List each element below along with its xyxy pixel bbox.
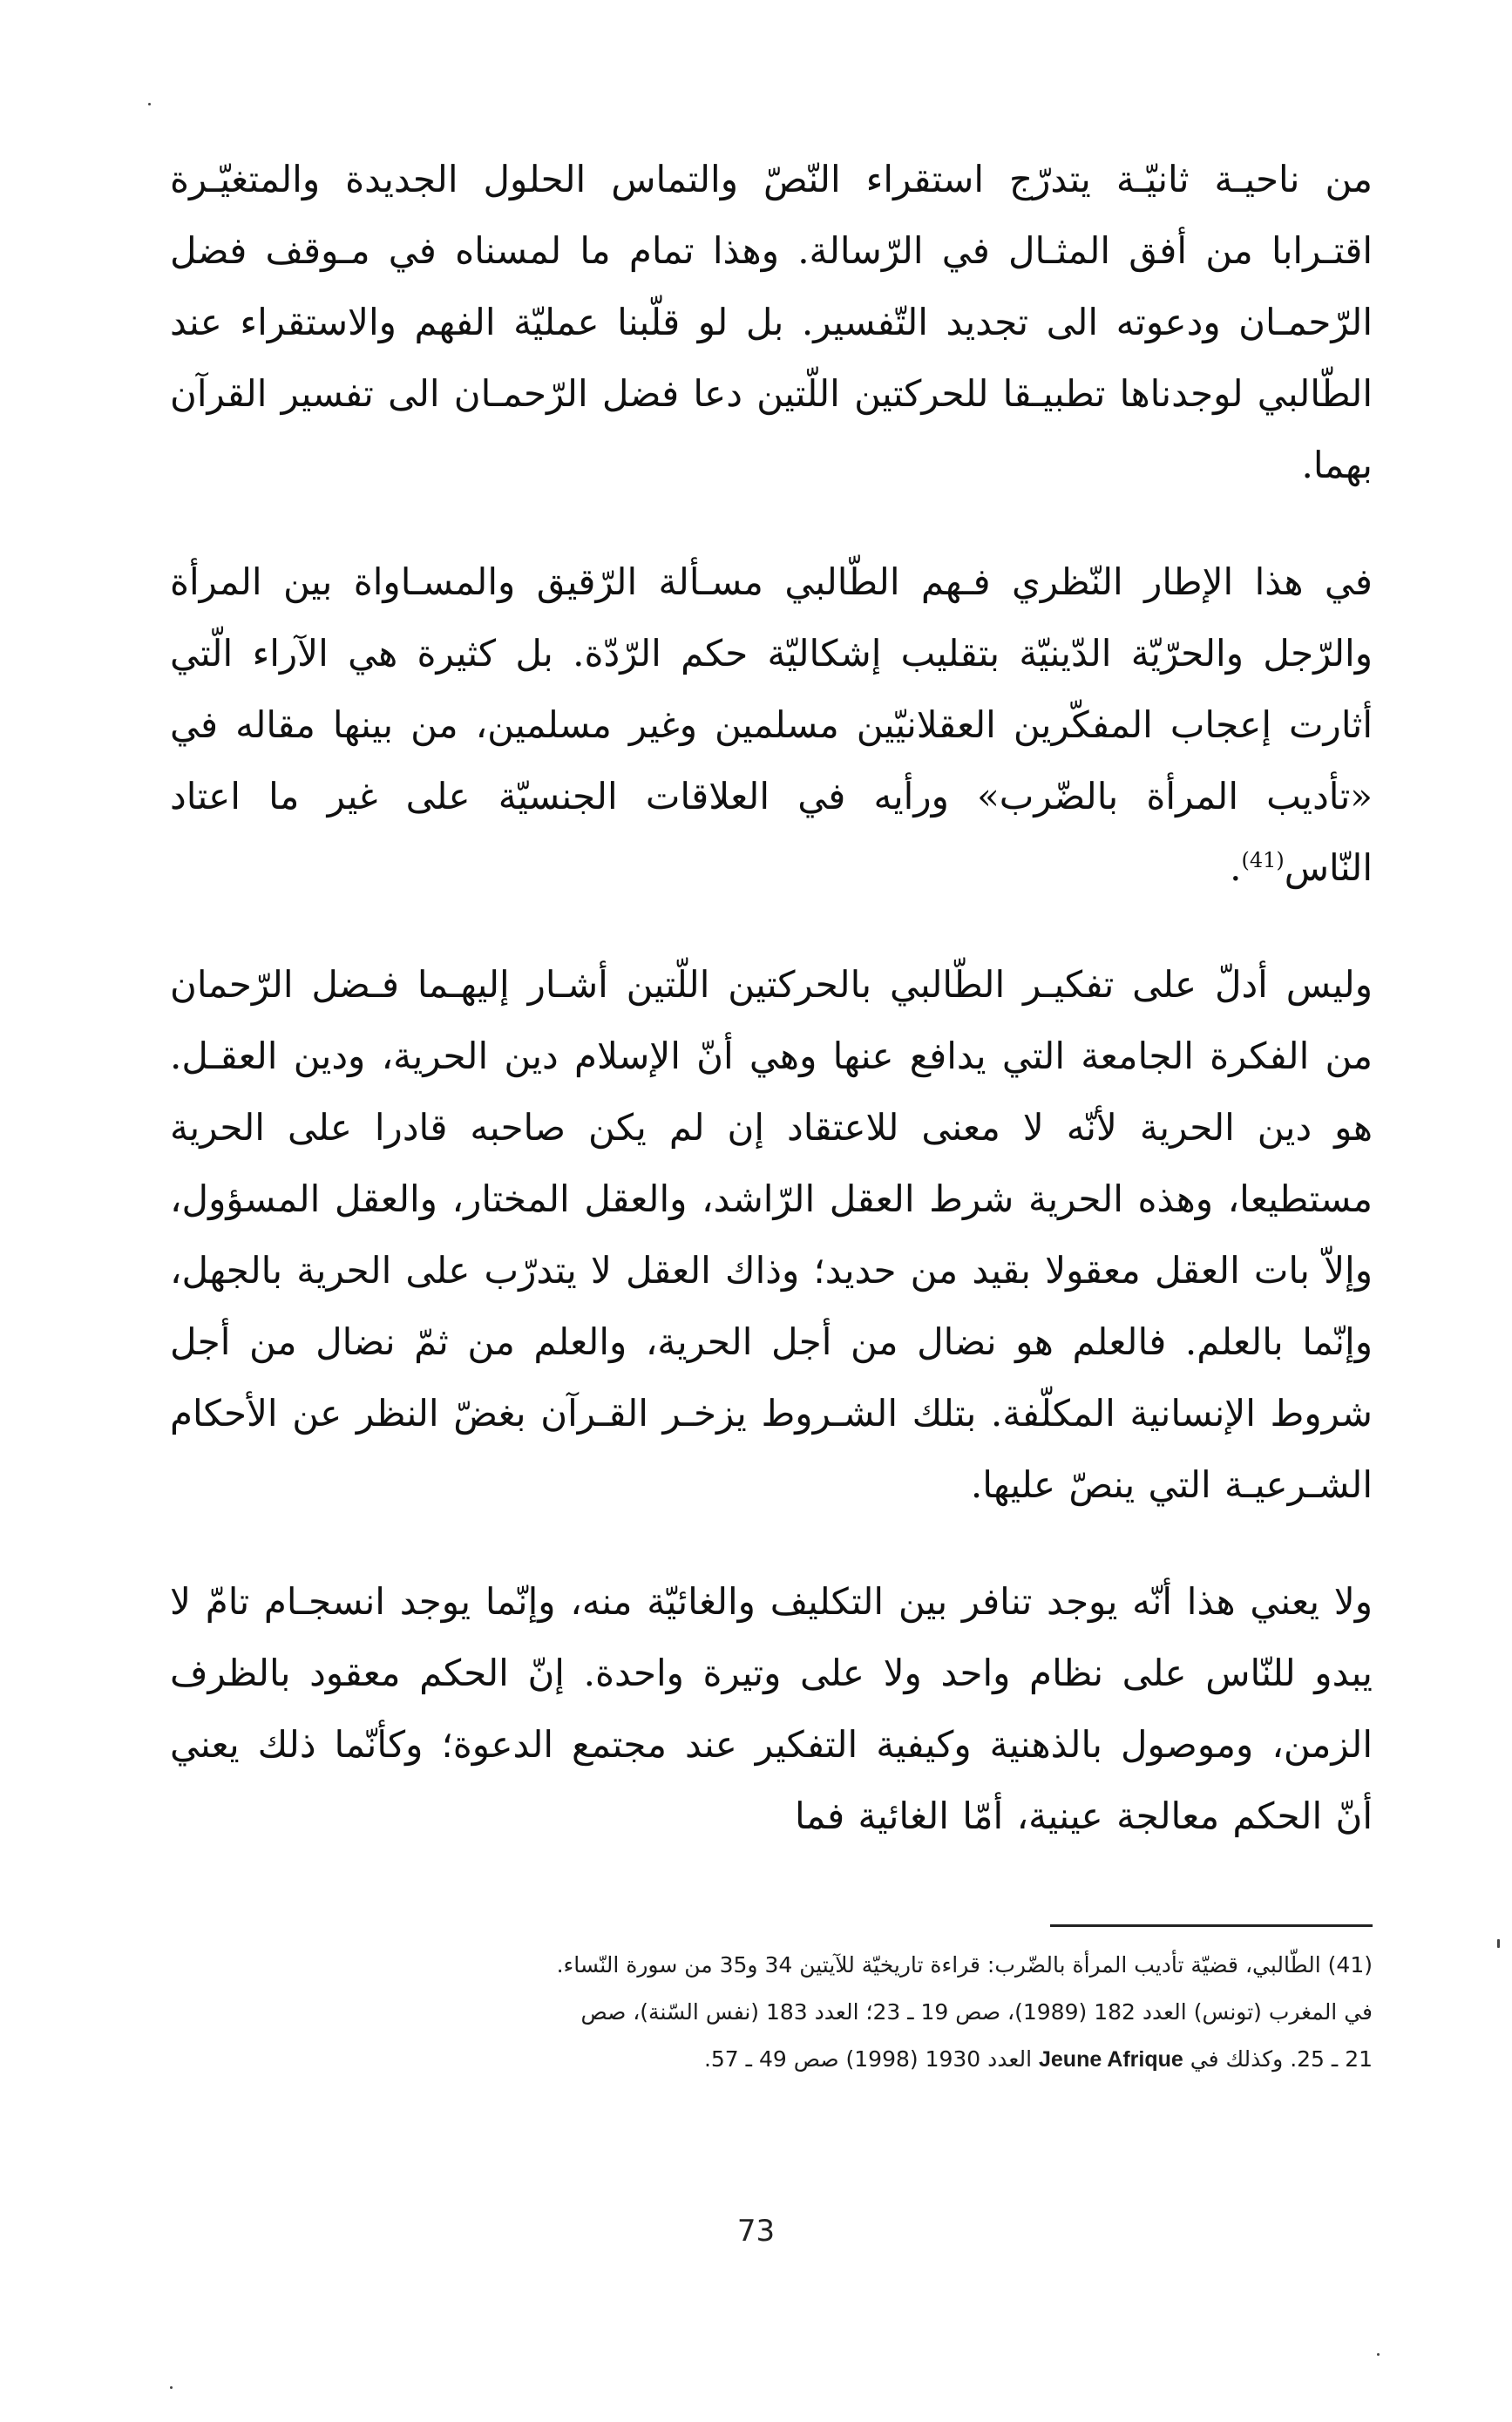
paragraph-2-tail: . [1230, 846, 1242, 889]
paragraph-4 [170, 1566, 1373, 1852]
footnotes [170, 1942, 1373, 2083]
footnote-line-3-start: 21 ـ 25. وكذلك في [1190, 2046, 1373, 2072]
paragraph-1-text: من ناحيـة ثانيّـة يتدرّج استقراء النّصّ والتماس الحلول الجديدة والمتغيّـرة اقتـرابا من أفق المثـال في الرّسالة. وهذا تمام ما لمسناه في مـوقف فضل الرّحمـان ودعوته الى تجديد التّفسير. بل لو قلّبنا عمليّة الفهم والاستقراء عند الطّالبي لوجدناها تطبيـقا للحركتين اللّتين دعا فضل الرّحمـان الى تفسير القرآن بهما. [170, 158, 1373, 486]
footnote-divider [1050, 1924, 1373, 1927]
paragraph-2-text: في هذا الإطار النّظري فـهم الطّالبي مسـألة الرّقيق والمسـاواة بين المرأة والرّجل والحرّيّة الدّينيّة بتقليب إشكاليّة حكم الرّدّة. بل كثيرة هي الآراء الّتي أثارت إعجاب المفكّرين العقلانيّين مسلمين وغير مسلمين، من بينها مقاله في «تأديب المرأة بالضّرب» ورأيه في العلاقات الجنسيّة على غير ما اعتاد النّاس [170, 560, 1373, 889]
footnote-line-2: في المغرب (تونس) العدد 182 (1989)، صص 19 ـ 23؛ العدد 183 (نفس السّنة)، صص [580, 1999, 1373, 2025]
main-text [170, 144, 1373, 1852]
footnote-line-1: (41) الطّالبي، قضيّة تأديب المرأة بالضّرب: قراءة تاريخيّة للآيتين 34 و35 من سورة النّساء. [556, 1952, 1373, 1978]
page-number: 73 [736, 2214, 776, 2249]
scan-speck [1497, 1939, 1500, 1948]
journal-title: Jeune Afrique [1039, 2047, 1183, 2072]
footnote-line-3-end: العدد 1930 (1998) صص 49 ـ 57. [703, 2046, 1033, 2072]
paragraph-2 [170, 546, 1373, 904]
paragraph-1 [170, 144, 1373, 501]
scan-speck [148, 103, 151, 105]
scan-speck [170, 2386, 173, 2389]
footnote-line-3 [170, 2036, 1373, 2083]
paragraph-4-text: ولا يعني هذا أنّه يوجد تنافر بين التكليف والغائيّة منه، وإنّما يوجد انسجـام تامّ لا يبدو للنّاس على نظام واحد ولا على وتيرة واحدة. إنّ الحكم معقود بالظرف الزمن، وموصول بالذهنية وكيفية التفكير عند مجتمع الدعوة؛ وكأنّما ذلك يعني أنّ الحكم معالجة عينية، أمّا الغائية فما [170, 1580, 1373, 1837]
scan-speck [1377, 2353, 1380, 2356]
paragraph-3 [170, 949, 1373, 1521]
paragraph-3-text: وليس أدلّ على تفكيـر الطّالبي بالحركتين اللّتين أشـار إليهـما فـضل الرّحمان من الفكرة الجامعة التي يدافع عنها وهي أنّ الإسلام دين الحرية، ودين العقـل. هو دين الحرية لأنّه لا معنى للاعتقاد إن لم يكن صاحبه قادرا على الحرية مستطيعا، وهذه الحرية شرط العقل الرّاشد، والعقل المختار، والعقل المسؤول، وإلاّ بات العقل معقولا بقيد من حديد؛ وذاك العقل لا يتدرّب على الحرية بالجهل، وإنّما بالعلم. فالعلم هو نضال من أجل الحرية، والعلم من ثمّ نضال من أجل شروط الإنسانية المكلّفة. بتلك الشـروط يزخـر القـرآن بغضّ النظر عن الأحكام الشـرعيـة التي ينصّ عليها. [170, 963, 1373, 1506]
footnote-reference[interactable]: (41) [1241, 848, 1285, 872]
